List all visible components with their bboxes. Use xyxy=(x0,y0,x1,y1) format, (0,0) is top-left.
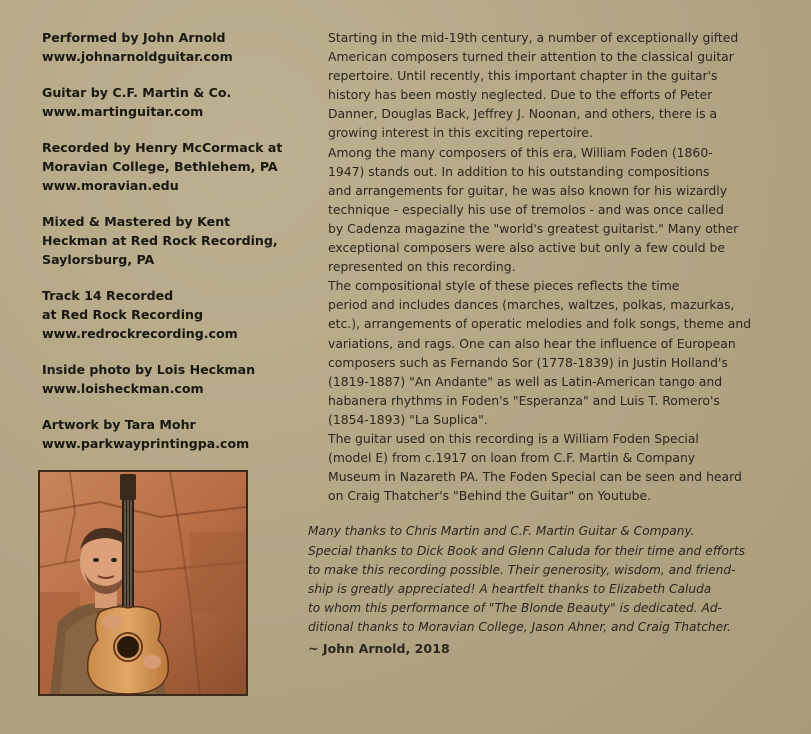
text-line: and arrangements for guitar, he was also known for his wizardly xyxy=(328,182,728,198)
text-line: habanera rhythms in Foden's "Esperanza" and Luis T. Romero's xyxy=(328,392,720,408)
text-line: Starting in the mid-19th century, a number of exceptionally gifted xyxy=(328,30,739,45)
credit-line: Heckman at Red Rock Recording, xyxy=(42,233,278,248)
text-line: composers such as Fernando Sor (1778-1839) in Justin Holland's xyxy=(328,354,728,370)
text-line: Among the many composers of this era, William Foden (1860- xyxy=(328,144,713,160)
liner-paragraph xyxy=(308,143,778,277)
thanks-line: ditional thanks to Moravian College, Jason Ahner, and Craig Thatcher. xyxy=(308,620,731,635)
guitarist-photo-image xyxy=(40,472,246,694)
text-line: The guitar used on this recording is a William Foden Special xyxy=(328,430,699,446)
credit-line: Inside photo by Lois Heckman xyxy=(42,362,256,377)
text-line: period and includes dances (marches, waltzes, polkas, mazurkas, xyxy=(328,297,735,313)
credit-line: www.martinguitar.com xyxy=(42,104,204,119)
credit-block xyxy=(42,28,292,66)
text-line: Museum in Nazareth PA. The Foden Special can be seen and heard xyxy=(328,469,742,485)
text-line: technique - especially his use of tremolos - and was once called xyxy=(328,201,724,217)
credit-block xyxy=(42,286,292,343)
thanks-line: to make this recording possible. Their generosity, wisdom, and friend- xyxy=(308,562,736,577)
text-line: (model E) from c.1917 on loan from C.F. Martin & Company xyxy=(328,450,696,466)
text-line: by Cadenza magazine the "world's greatest guitarist." Many other xyxy=(328,220,739,236)
credit-line: Mixed & Mastered by Kent xyxy=(42,214,231,229)
text-line: Danner, Douglas Back, Jeffrey J. Noonan, and others, there is a xyxy=(328,106,718,122)
credit-block xyxy=(42,83,292,121)
text-line: 1947) stands out. In addition to his outstanding compositions xyxy=(328,163,710,179)
liner-notes xyxy=(308,28,778,658)
text-line: The compositional style of these pieces reflects the time xyxy=(328,278,680,294)
text-line: (1854-1893) "La Suplica". xyxy=(328,411,488,427)
text-line: repertoire. Until recently, this important chapter in the guitar's xyxy=(328,68,718,84)
thanks-line: ship is greatly appreciated! A heartfelt thanks to Elizabeth Caluda xyxy=(308,581,712,596)
text-line: American composers turned their attention to the classical guitar xyxy=(328,49,734,65)
credit-line: www.parkwayprintingpa.com xyxy=(42,436,250,451)
credit-line: www.loisheckman.com xyxy=(42,381,204,396)
liner-paragraph xyxy=(308,429,778,505)
text-line: (1819-1887) "An Andante" as well as Latin-American tango and xyxy=(328,373,723,389)
liner-notes-body xyxy=(308,28,778,505)
credit-line: Saylorsburg, PA xyxy=(42,252,155,267)
text-line: on Craig Thatcher's "Behind the Guitar" on Youtube. xyxy=(328,488,652,504)
credit-line: Performed by John Arnold xyxy=(42,30,226,45)
credit-line: Artwork by Tara Mohr xyxy=(42,417,196,432)
credit-block xyxy=(42,415,292,453)
credit-line: Recorded by Henry McCormack at xyxy=(42,140,283,155)
guitarist-photo xyxy=(38,470,248,696)
credit-line: www.moravian.edu xyxy=(42,178,179,193)
signoff: ~ John Arnold, 2018 xyxy=(308,640,450,656)
thanks-line: Many thanks to Chris Martin and C.F. Martin Guitar & Company. xyxy=(308,524,695,539)
thanks-line: Special thanks to Dick Book and Glenn Caluda for their time and efforts xyxy=(308,543,746,558)
credits-column xyxy=(42,28,292,470)
credit-line: Moravian College, Bethlehem, PA xyxy=(42,159,278,174)
text-line: history has been mostly neglected. Due to the efforts of Peter xyxy=(328,87,713,103)
credit-block xyxy=(42,212,292,269)
credit-block xyxy=(42,360,292,398)
credit-line: www.johnarnoldguitar.com xyxy=(42,49,233,64)
text-line: variations, and rags. One can also hear the influence of European xyxy=(328,335,736,351)
credit-block xyxy=(42,138,292,195)
credit-line: Track 14 Recorded xyxy=(42,288,174,303)
acknowledgements xyxy=(308,522,778,637)
credit-line: www.redrockrecording.com xyxy=(42,326,238,341)
text-line: etc.), arrangements of operatic melodies and folk songs, theme and xyxy=(328,316,752,332)
text-line: represented on this recording. xyxy=(328,259,516,275)
thanks-line: to whom this performance of "The Blonde Beauty" is dedicated. Ad- xyxy=(308,601,722,616)
liner-paragraph xyxy=(308,28,778,143)
text-line: exceptional composers were also active but only a few could be xyxy=(328,240,725,256)
credit-line: Guitar by C.F. Martin & Co. xyxy=(42,85,232,100)
text-line: growing interest in this exciting repertoire. xyxy=(328,125,593,141)
credit-line: at Red Rock Recording xyxy=(42,307,203,322)
liner-paragraph xyxy=(308,276,778,429)
